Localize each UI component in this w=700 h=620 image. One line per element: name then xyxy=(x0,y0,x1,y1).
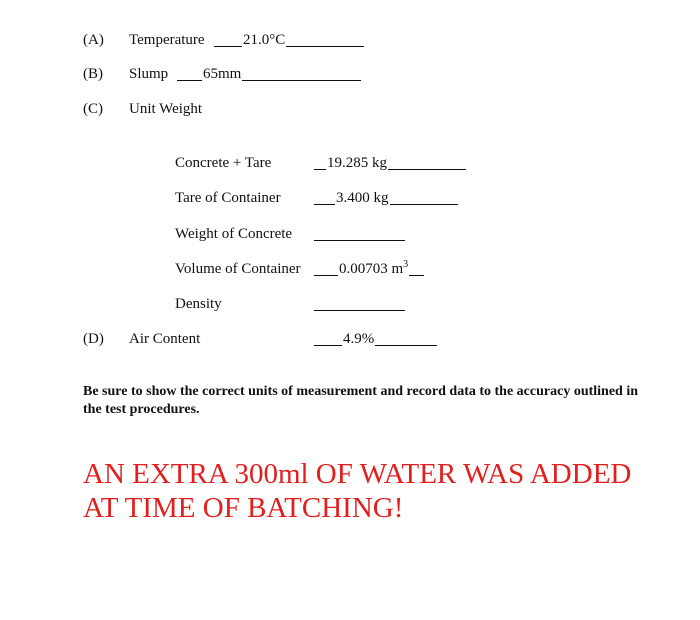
weight-concrete-field xyxy=(314,225,405,243)
unit-weight-label: Unit Weight xyxy=(129,101,203,117)
tare-container-value: 3.400 kg xyxy=(336,190,389,206)
volume-container-label: Volume of Container xyxy=(175,261,301,277)
concrete-tare-field xyxy=(314,154,466,172)
item-c-letter: (C) xyxy=(83,101,103,117)
density-label: Density xyxy=(175,296,222,312)
volume-container-value xyxy=(338,260,409,278)
slump-label: Slump xyxy=(129,66,169,82)
temperature-field xyxy=(214,31,364,49)
air-content-value: 4.9% xyxy=(343,331,375,347)
volume-container-field xyxy=(314,260,424,278)
weight-concrete-label: Weight of Concrete xyxy=(175,226,293,242)
density-field xyxy=(314,295,405,313)
instructions-note: Be sure to show the correct units of measurement and record data to the accuracy outlined in the test procedures. xyxy=(83,384,639,417)
volume-value-text: 0.00703 m xyxy=(339,261,404,277)
concrete-tare-value: 19.285 kg xyxy=(327,155,387,171)
temperature-value: 21.0°C xyxy=(243,32,286,48)
item-a-letter: (A) xyxy=(83,32,104,48)
tare-container-label: Tare of Container xyxy=(175,190,281,206)
air-content-label: Air Content xyxy=(129,331,201,347)
volume-exponent: 3 xyxy=(403,259,409,270)
slump-value: 65mm xyxy=(203,66,242,82)
batching-warning: AN EXTRA 300ml OF WATER WAS ADDED AT TIME OF BATCHING! xyxy=(83,458,632,524)
item-b-letter: (B) xyxy=(83,66,103,82)
concrete-tare-label: Concrete + Tare xyxy=(175,155,272,171)
slump-field xyxy=(177,65,361,83)
tare-container-field xyxy=(314,189,458,207)
air-content-field xyxy=(314,330,437,348)
temperature-label: Temperature xyxy=(129,32,205,48)
item-d-letter: (D) xyxy=(83,331,104,347)
